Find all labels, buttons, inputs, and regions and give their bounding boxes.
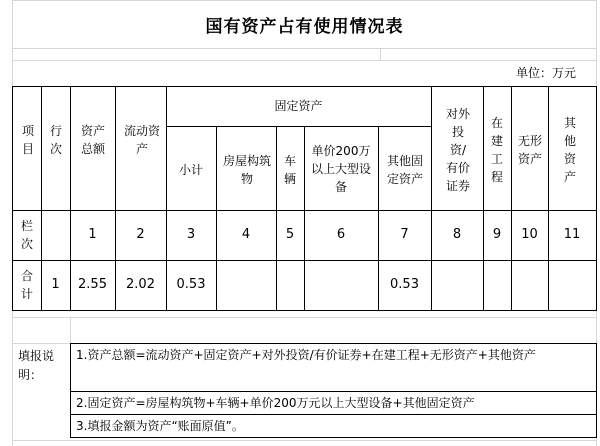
column-number: 2 xyxy=(136,227,145,242)
header-item: 项目 xyxy=(21,124,34,156)
other-assets-value xyxy=(548,262,596,308)
header-buildings: 房屋构筑物 xyxy=(222,154,271,186)
table-border xyxy=(166,126,431,127)
page-title: 国有资产占有使用情况表 xyxy=(205,17,404,37)
grid-line xyxy=(12,440,597,441)
notes-border xyxy=(70,343,71,438)
grid-line xyxy=(12,48,597,49)
total-assets-value: 2.55 xyxy=(78,277,107,292)
grid-line xyxy=(380,48,381,60)
fixed-subtotal-value: 0.53 xyxy=(176,277,206,292)
note-item: 2.固定资产=房屋构筑物+车辆+单价200万元以上大型设备+其他固定资产 xyxy=(76,396,475,410)
header-intangible: 无形资产 xyxy=(517,134,542,166)
notes-border xyxy=(70,437,597,438)
header-row-no: 行次 xyxy=(49,124,62,156)
column-number: 11 xyxy=(563,227,581,242)
column-number: 7 xyxy=(400,227,409,242)
column-number: 8 xyxy=(452,227,462,242)
total-row-label: 合计 xyxy=(20,269,33,301)
investment-value xyxy=(431,262,483,308)
notes-border xyxy=(70,343,597,344)
header-fixed-assets: 固定资产 xyxy=(274,99,323,113)
other-fixed-value: 0.53 xyxy=(390,277,419,292)
intangible-value xyxy=(511,262,548,308)
header-large-equipment: 单价200万以上大型设备 xyxy=(310,144,371,194)
column-number: 10 xyxy=(521,227,538,242)
notes-border xyxy=(596,343,597,438)
column-row-label: 栏次 xyxy=(20,219,33,251)
header-other-assets: 其他资产 xyxy=(563,116,576,184)
construction-value xyxy=(483,262,511,308)
grid-line xyxy=(70,317,71,343)
notes-border xyxy=(70,391,597,392)
column-number: 4 xyxy=(241,227,251,242)
column-number: 6 xyxy=(336,227,346,242)
column-number: 1 xyxy=(88,227,97,242)
table-border xyxy=(12,86,597,87)
column-number: 5 xyxy=(285,227,295,242)
table-border xyxy=(596,86,597,311)
grid-line xyxy=(12,317,597,318)
header-construction: 在建工程 xyxy=(490,116,503,184)
current-assets-value: 2.02 xyxy=(126,277,155,292)
column-number: 3 xyxy=(186,227,196,242)
grid-line xyxy=(12,0,597,1)
total-row-no: 1 xyxy=(51,277,60,292)
note-item: 3.填报金额为资产“账面原值”。 xyxy=(76,419,244,433)
unit-label: 单位：万元 xyxy=(515,66,576,80)
header-subtotal: 小计 xyxy=(178,163,203,177)
header-total-assets: 资产总额 xyxy=(80,124,105,156)
header-other-fixed: 其他固定资产 xyxy=(386,154,423,186)
table-border xyxy=(12,86,13,311)
header-vehicles: 车辆 xyxy=(283,154,296,186)
buildings-value xyxy=(216,262,276,308)
large-equipment-value xyxy=(304,262,378,308)
vehicles-value xyxy=(276,262,304,308)
notes-label: 填报说明： xyxy=(18,349,55,382)
notes-border xyxy=(70,414,597,415)
header-investment: 对外投资/有价证券 xyxy=(445,107,470,193)
column-number: 9 xyxy=(492,227,502,242)
note-item: 1.资产总额=流动资产+固定资产+对外投资/有价证券+在建工程+无形资产+其他资产 xyxy=(76,348,536,362)
header-current-assets: 流动资产 xyxy=(123,124,160,156)
